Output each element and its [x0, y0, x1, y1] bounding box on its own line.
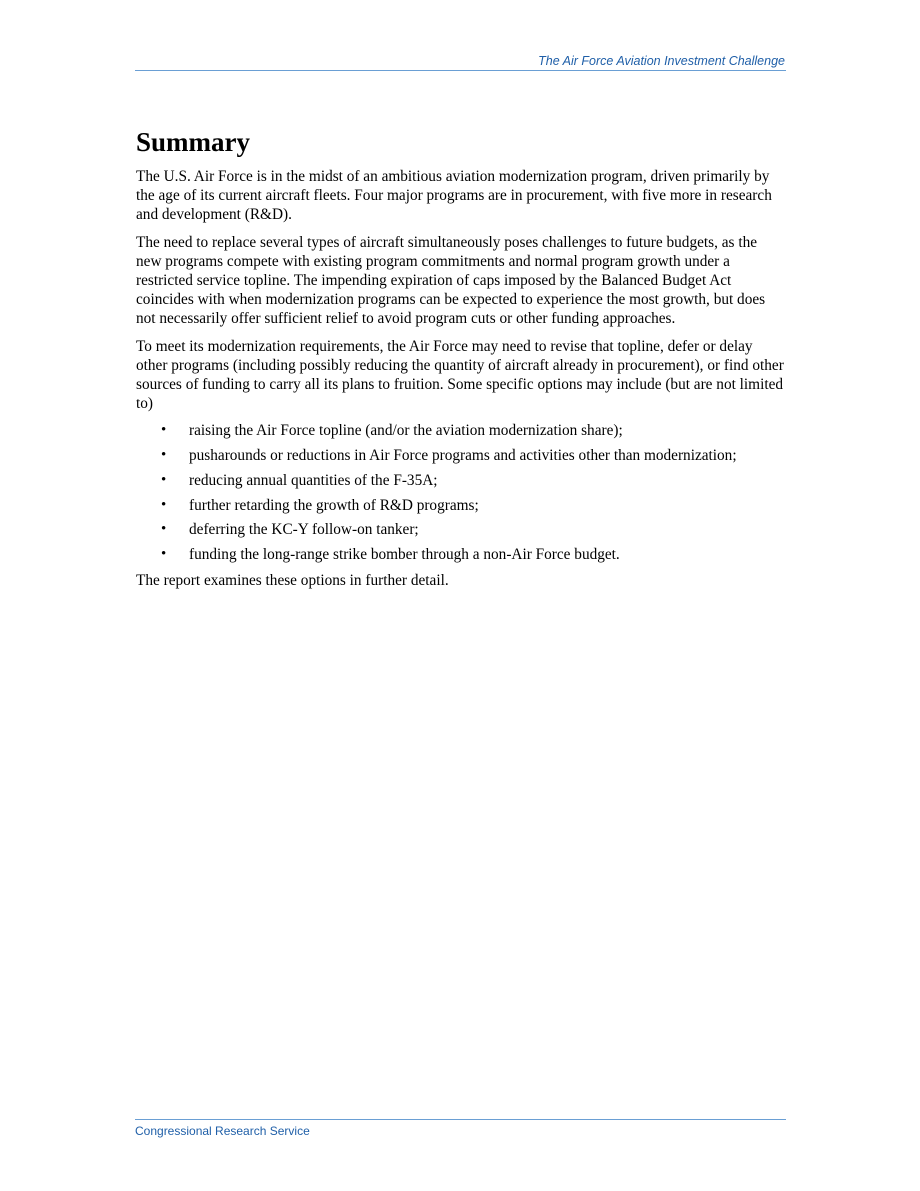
summary-heading: Summary	[136, 127, 250, 157]
list-item-text: pusharounds or reductions in Air Force programs and activities other than modernization;	[189, 447, 737, 465]
list-item-text: further retarding the growth of R&D programs;	[189, 496, 479, 514]
list-item-text: funding the long-range strike bomber through a non-Air Force budget.	[189, 545, 620, 563]
footer-publisher: Congressional Research Service	[135, 1124, 310, 1138]
list-item	[136, 520, 786, 539]
list-item-text: deferring the KC-Y follow-on tanker;	[189, 521, 419, 539]
list-item-text: raising the Air Force topline (and/or the aviation modernization share);	[189, 422, 623, 440]
bullet-icon: •	[161, 422, 167, 439]
list-item	[136, 446, 786, 465]
summary-paragraph-3: To meet its modernization requirements, the Air Force may need to revise that topline, defer or delay other programs (including possibly reducing the quantity of aircraft already in procurement), or find other sources of funding to carry all its plans to fruition. Some specific options may include (but are not limited to)	[136, 337, 784, 413]
running-footer	[135, 1119, 786, 1138]
list-item-text: reducing annual quantities of the F-35A;	[189, 471, 438, 489]
summary-section	[136, 126, 786, 598]
list-item	[136, 421, 786, 440]
bullet-icon: •	[161, 471, 167, 488]
running-header-title: The Air Force Aviation Investment Challenge	[538, 54, 785, 68]
summary-paragraph-1: The U.S. Air Force is in the midst of an ambitious aviation modernization program, driven primarily by the age of its current aircraft fleets. Four major programs are in procurement, with five more in research and development (R&D).	[136, 168, 772, 224]
bullet-icon: •	[161, 496, 167, 513]
options-list	[136, 421, 786, 564]
list-item	[136, 545, 786, 564]
summary-closing: The report examines these options in further detail.	[136, 572, 449, 590]
summary-paragraph-2: The need to replace several types of aircraft simultaneously poses challenges to future budgets, as the new programs compete with existing program commitments and normal program growth under a restricted service topline. The impending expiration of caps imposed by the Balanced Budget Act coincides with when modernization programs can be expected to experience the most growth, but does not necessarily offer sufficient relief to avoid program cuts or other funding approaches.	[136, 233, 766, 328]
bullet-icon: •	[161, 521, 167, 538]
list-item	[136, 496, 786, 515]
bullet-icon: •	[161, 545, 167, 562]
list-item	[136, 471, 786, 490]
bullet-icon: •	[161, 447, 167, 464]
running-header	[135, 54, 786, 71]
